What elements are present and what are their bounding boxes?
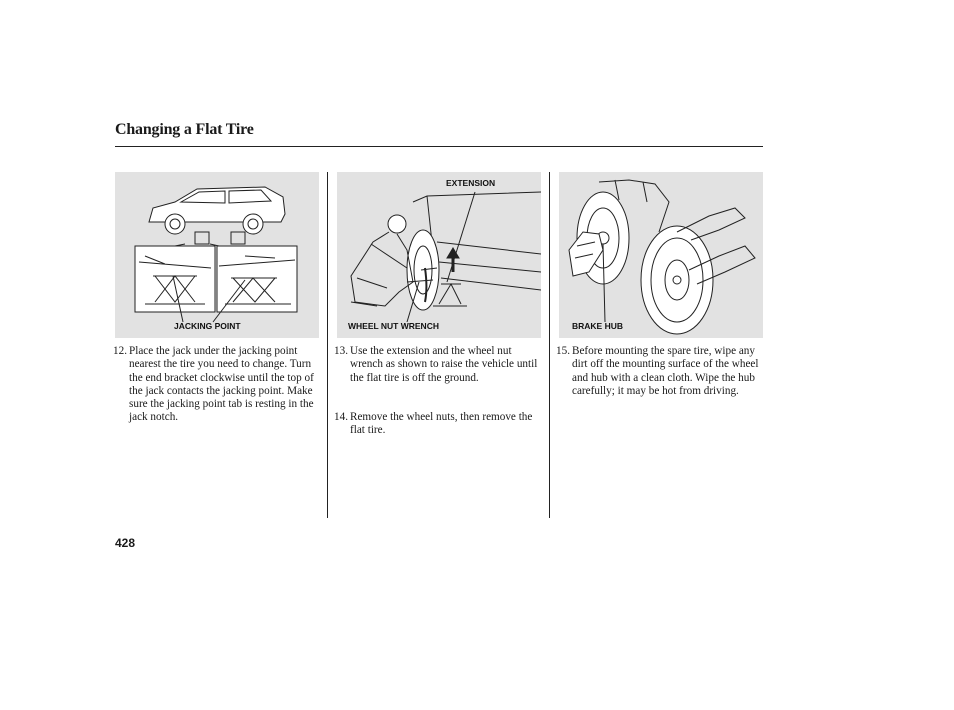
- step-15: [556, 345, 762, 398]
- extension-label: EXTENSION: [446, 178, 496, 188]
- step-number: 14.: [334, 411, 348, 423]
- jacking-point-label: JACKING POINT: [174, 321, 241, 331]
- page-number: 428: [115, 536, 136, 550]
- step-number: 12.: [113, 345, 127, 357]
- figure-brake-hub: [559, 172, 763, 338]
- jacking-point-illustration: [115, 172, 319, 338]
- title-divider: [115, 146, 763, 147]
- step-13: [334, 345, 539, 385]
- column-divider-2: [549, 172, 550, 518]
- wheel-nut-wrench-illustration: [337, 172, 541, 338]
- figure-jacking-point: [115, 172, 319, 338]
- column-divider-1: [327, 172, 328, 518]
- step-12: [113, 345, 325, 425]
- step-14: [334, 411, 539, 438]
- step-text: Before mounting the spare tire, wipe any dirt off the mounting surface of the wheel and hub with a clean cloth. Wipe the hub carefully; it may be hot from driving.: [572, 345, 759, 397]
- brake-hub-illustration: [559, 172, 763, 338]
- figure-wheel-nut-wrench: [337, 172, 541, 338]
- wheel-nut-wrench-label: WHEEL NUT WRENCH: [348, 321, 439, 331]
- step-text: Use the extension and the wheel nut wrench as shown to raise the vehicle until the flat tire is off the ground.: [350, 345, 538, 384]
- step-text: Place the jack under the jacking point nearest the tire you need to change. Turn the end bracket clockwise until the top of the jack contacts the jacking point. Make sure the jacking point tab is resting in the jack notch.: [129, 345, 314, 424]
- brake-hub-label: BRAKE HUB: [572, 321, 623, 331]
- page-title: Changing a Flat Tire: [115, 121, 254, 138]
- step-text: Remove the wheel nuts, then remove the flat tire.: [350, 411, 533, 437]
- step-number: 13.: [334, 345, 348, 357]
- step-number: 15.: [556, 345, 570, 357]
